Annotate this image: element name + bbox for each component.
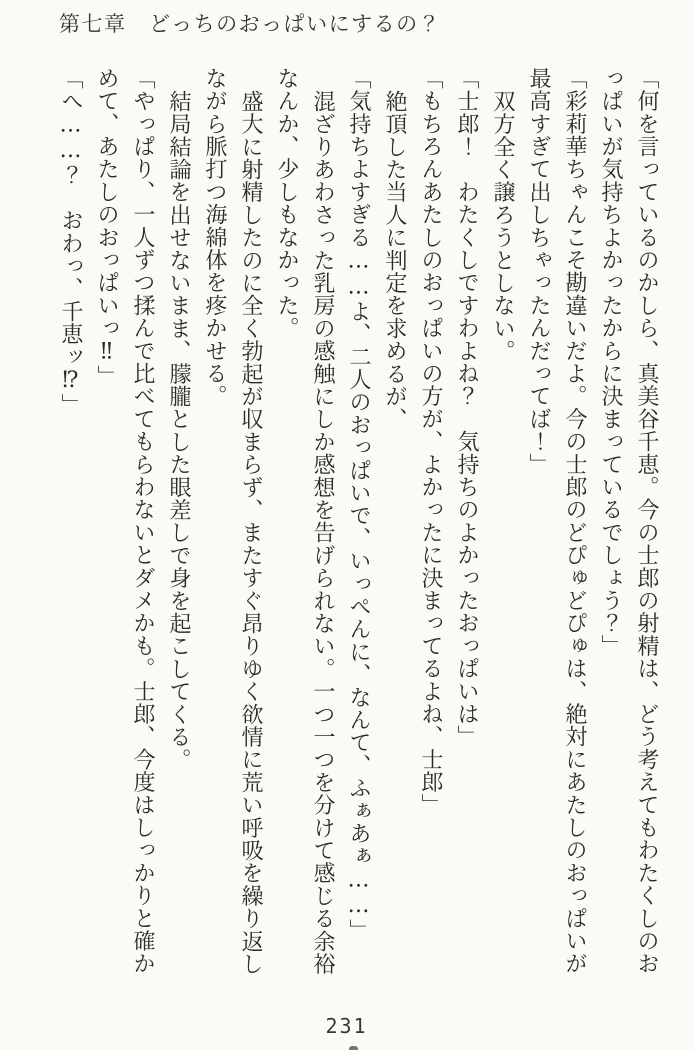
- text-line: 「やっぱり、一人ずつ揉んで比べてもらわないとダメかも。士郎、今度はしっかりと確か: [130, 67, 155, 975]
- text-line: 双方全く譲ろうとしない。: [490, 90, 515, 363]
- text-line: 「士郎！ わたくしですわよね？ 気持ちのよかったおっぱいは」: [454, 67, 479, 748]
- text-line: 「何を言っているのかしら、真美谷千恵。今の士郎の射精は、どう考えてもわたくしのお: [634, 67, 659, 975]
- text-line: 結局結論を出せないまま、朦朧とした眼差しで身を起こしてくる。: [166, 90, 191, 771]
- text-line: 混ざりあわさった乳房の感触にしか感想を告げられない。一つ一つを分けて感じる余裕: [310, 90, 335, 976]
- text-line: めて、あたしのおっぱいっ‼」: [94, 67, 119, 388]
- page-number: 231: [325, 1014, 368, 1038]
- text-line: 盛大に射精したのに全く勃起が収まらず、またすぐ昂りゆく欲情に荒い呼吸を繰り返し: [238, 90, 263, 976]
- text-line: っぱいが気持ちよかったからに決まっているでしょう？」: [598, 67, 623, 658]
- text-line: 絶頂した当人に判定を求めるが、: [382, 90, 407, 431]
- main-text-block: [52, 67, 664, 982]
- text-line: 「もちろんあたしのおっぱいの方が、よかったに決まってるよね、士郎」: [418, 67, 443, 817]
- text-line: なんか、少しもなかった。: [274, 67, 299, 340]
- text-line: 「気持ちよすぎる……よ、二人のおっぱいで、いっぺんに、なんて、ふぁあぁ……」: [346, 67, 371, 942]
- chapter-header: 第七章 どっちのおっぱいにするの？: [59, 12, 442, 36]
- bottom-edge-mark: [349, 1046, 358, 1050]
- text-line: 「彩莉華ちゃんこそ勘違いだよ。今の士郎のどぴゅどぴゅは、絶対にあたしのおっぱいが: [562, 67, 587, 975]
- text-line: 最高すぎて出しちゃったんだってば！」: [526, 67, 551, 476]
- text-line: 「へ……？ おわっ、千恵ッ⁉」: [58, 67, 83, 417]
- text-line: ながら脈打つ海綿体を疼かせる。: [202, 67, 227, 408]
